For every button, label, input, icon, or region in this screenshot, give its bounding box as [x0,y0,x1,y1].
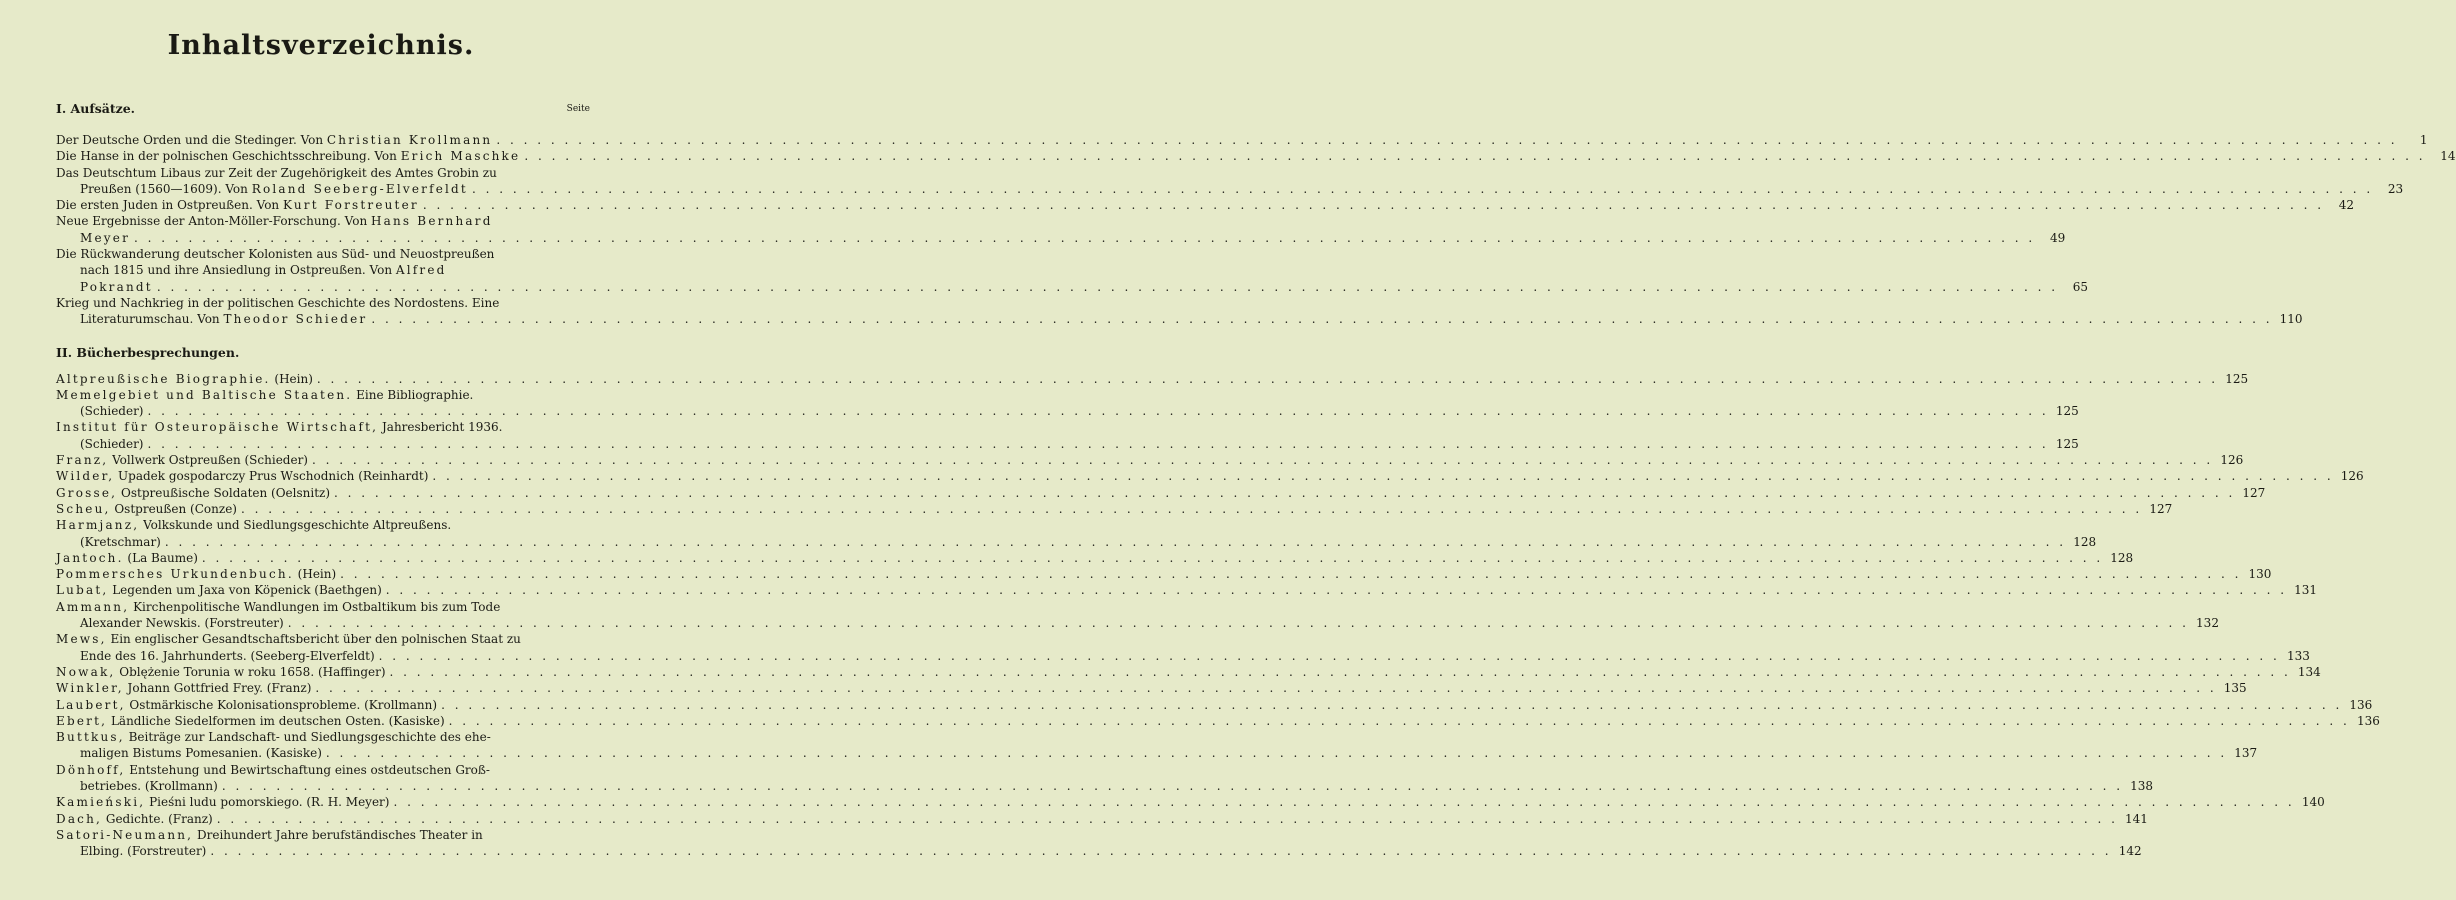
entry-title: Elbing. (Forstreuter) [80,844,207,859]
toc-entry-line [56,262,586,278]
leader-dots [423,197,2324,213]
entry-author: Ebert, [56,713,108,728]
entry-title: Die Hanse in der polnischen Geschichtsschreibung. Von [56,149,401,164]
page-number: 126 [2220,453,2244,468]
toc-entry-line [56,615,2219,631]
toc-entry [56,762,2154,795]
page-number: 127 [2149,501,2173,516]
toc-entry-line [56,371,2249,387]
toc-entry [56,419,2079,452]
leader-dots [340,566,2241,582]
toc-entry-line [56,827,586,843]
toc-entry-line [56,811,2148,827]
section-heading-label: I. Aufsätze. [56,101,136,116]
page-number: 135 [2223,681,2247,696]
entry-title: Das Deutschtum Libaus zur Zeit der Zugehörigkeit des Amtes Grobin zu [56,165,497,180]
entry-title: Gedichte. (Franz) [102,811,213,826]
toc-entry [56,485,2266,501]
toc-entry-line [56,148,2456,164]
toc-entry-line [56,697,2373,713]
entry-title: Der Deutsche Orden und die Stedinger. Von [56,133,327,147]
page-number: 128 [2110,550,2134,565]
entry-text [56,452,308,468]
toc-entry-line [56,246,586,262]
entry-title: Johann Gottfried Frey. (Franz) [123,681,312,696]
entry-title: (Schieder) [80,404,144,419]
entry-title: Eine Bibliographie. [352,387,474,402]
toc-entry-line [56,566,2272,582]
page-number: 110 [2279,312,2303,327]
entry-title: Entstehung und Bewirtschaftung eines ostdeutschen Groß- [125,762,490,777]
page-number: 127 [2242,485,2266,500]
entry-title: Jahresbericht 1936. [378,420,503,435]
entry-text [56,827,483,843]
toc-entry-line [56,664,2321,680]
toc-entry-line [56,794,2325,810]
entry-text [80,615,284,631]
entry-text [56,295,499,311]
page-number: 136 [2349,697,2373,712]
entry-text [56,501,237,517]
entry-text [80,778,218,794]
page-number: 136 [2356,713,2380,728]
entry-title: Legenden um Jaxa von Köpenick (Baethgen) [108,583,382,598]
entry-text [56,811,213,827]
page-number: 23 [2387,181,2404,196]
toc-entries-buecherbesprechungen [56,371,2380,860]
page-number: 49 [2049,230,2066,245]
entry-title: (Hein) [293,567,337,582]
entry-text [56,582,382,598]
toc-entry-line [56,436,2079,452]
page-number: 133 [2286,648,2310,663]
page-number: 137 [2234,746,2258,761]
leader-dots [472,181,2373,197]
leader-dots [134,230,2035,246]
leader-dots [334,485,2235,501]
toc-entry [56,501,2173,517]
page-number: 65 [2072,279,2089,294]
leader-dots [371,311,2272,327]
toc-entry-line [56,295,586,311]
leader-dots [496,132,2397,148]
entry-author: Dach, [56,811,103,826]
toc-entry-line [56,631,586,647]
leader-dots [165,534,2066,550]
entry-author: Theodor Schieder [223,312,368,327]
leader-dots [157,279,2058,295]
toc-entry [56,132,2428,148]
toc-entry [56,697,2373,713]
entry-author: Pommersches Urkundenbuch. [56,567,294,582]
entry-author: Alfred [395,263,447,278]
entry-title: Vollwerk Ostpreußen (Schieder) [108,453,308,468]
entry-title: Beiträge zur Landschaft- und Siedlungsgeschichte des ehe- [124,730,491,745]
page-number: 141 [2125,811,2148,826]
entry-text [56,664,386,680]
toc-entry [56,794,2325,810]
entry-title: Literaturumschau. Von [80,312,224,327]
leader-dots [312,452,2213,468]
entry-title: (Schieder) [80,436,144,451]
entry-text [56,713,445,729]
leader-dots [202,550,2103,566]
toc-entry [56,148,2456,164]
toc-entry-line [56,468,2364,484]
entry-title: Die ersten Juden in Ostpreußen. Von [56,198,283,213]
entry-author: Satori-Neumann, [56,827,194,842]
leader-dots [441,697,2342,713]
entry-title: Die Rückwanderung deutscher Kolonisten aus Süd- und Neuostpreußen [56,247,495,262]
entry-title: Upadek gospodarczy Prus Wschodnich (Reinhardt) [114,469,429,484]
entry-text [56,566,336,582]
entry-title: Pieśni ludu pomorskiego. (R. H. Meyer) [145,795,390,810]
entry-text [56,387,473,403]
leader-dots [288,615,2189,631]
page-number: 42 [2338,198,2355,213]
entry-text [56,371,313,387]
toc-entry [56,680,2247,696]
entry-author: Winkler, [56,681,124,696]
entry-author: Memelgebiet und Baltische Staaten. [56,387,353,402]
entry-title: Ostmärkische Kolonisationsprobleme. (Krollmann) [125,697,438,712]
leader-dots [432,468,2333,484]
toc-entry-line [56,762,586,778]
entry-author: Dönhoff, [56,762,126,777]
entry-title: Ostpreußen (Conze) [110,501,237,516]
toc-entry-line [56,419,586,435]
toc-entry [56,468,2364,484]
toc-entry-line [56,387,586,403]
toc-entry [56,599,2219,632]
toc-entry-line [56,517,586,533]
entry-author: Kamieński, [56,795,146,810]
entry-author: Lubat, [56,583,109,598]
leader-dots [449,713,2350,729]
page-column-label: Seite [566,104,590,114]
toc-entry [56,213,2066,246]
entry-title: maligen Bistums Pomesanien. (Kasiske) [80,746,322,761]
page-number: 130 [2248,567,2272,582]
toc-entry [56,550,2134,566]
entry-text [80,181,468,197]
entry-text [80,648,375,664]
entry-title: Preußen (1560—1609). Von [80,181,252,196]
leader-dots [390,664,2291,680]
entry-author: Meyer [80,230,131,245]
entry-author: Jantoch. [56,550,124,565]
entry-title: nach 1815 und ihre Ansiedlung in Ostpreußen. Von [80,263,396,278]
page-number: 128 [2073,534,2097,549]
entry-text [56,213,493,229]
entry-title: Ende des 16. Jahrhunderts. (Seeberg-Elverfeldt) [80,648,375,663]
toc-entry-line [56,843,2142,859]
entry-title: Ostpreußische Soldaten (Oelsnitz) [117,485,331,500]
toc-entry-line [56,230,2066,246]
entry-title: betriebes. (Krollmann) [80,778,218,793]
entry-title: Krieg und Nachkrieg in der politischen Geschichte des Nordostens. Eine [56,295,500,310]
page-number: 132 [2196,616,2219,631]
entry-title: Oblężenie Torunia w roku 1658. (Haffinger) [115,664,386,679]
toc-entry-line [56,311,2303,327]
section-heading-label: II. Bücherbesprechungen. [56,344,240,360]
page-number: 125 [2055,404,2079,419]
entry-title: (La Baume) [123,550,198,565]
entry-author: Franz, [56,453,109,468]
toc-entry [56,387,2079,420]
entry-text [80,843,206,859]
page-number: 142 [2118,844,2142,859]
entry-text [80,534,161,550]
entry-author: Mews, [56,632,107,647]
entry-title: (Kretschmar) [80,534,161,549]
entry-title: Neue Ergebnisse der Anton-Möller-Forschung. Von [56,214,371,229]
entry-title: Ländliche Siedelformen im deutschen Osten. (Kasiske) [107,713,445,728]
page-number: 138 [2130,778,2154,793]
leader-dots [315,680,2216,696]
toc-entry [56,713,2380,729]
entry-text [56,165,497,181]
page-number: 14 [2440,149,2456,164]
leader-dots [379,648,2280,664]
entry-text [56,419,502,435]
page-number: 125 [2225,371,2249,386]
entry-author: Laubert, [56,697,126,712]
leader-dots [241,501,2142,517]
entry-text [80,279,153,295]
leader-dots [210,843,2111,859]
entry-text [80,230,130,246]
entry-text [56,485,330,501]
leader-dots [217,811,2118,827]
entry-author: Hans Bernhard [370,214,493,229]
entry-author: Pokrandt [80,279,153,294]
toc-entry-line [56,165,586,181]
entry-author: Buttkus, [56,730,125,745]
toc-entry [56,371,2249,387]
toc-entry-line [56,181,2404,197]
toc-entry-line [56,648,2310,664]
toc-entry-line [56,501,2173,517]
entry-text [56,599,500,615]
toc-entry [56,517,2097,550]
toc-entries-aufsaetze [56,132,2456,328]
page-number: 140 [2301,795,2325,810]
entry-author: Institut für Osteuropäische Wirtschaft, [56,420,379,435]
entry-text [56,517,451,533]
entry-author: Grosse, [56,485,118,500]
toc-entry [56,452,2244,468]
toc-entry [56,246,2089,295]
entry-author: Altpreußische Biographie. [56,371,271,386]
toc-entry [56,827,2142,860]
entry-author: Harmjanz, [56,518,140,533]
leader-dots [222,778,2123,794]
toc-entry [56,729,2258,762]
entry-title: Alexander Newskis. (Forstreuter) [80,616,284,631]
entry-author: Ammann, [56,599,130,614]
toc-entry-line [56,599,586,615]
entry-text [56,468,428,484]
toc-entry-line [56,132,2428,148]
toc-entry-line [56,534,2097,550]
entry-text [56,148,520,164]
toc-entry [56,582,2318,598]
page-number: 1 [2419,133,2428,147]
toc-entry-line [56,452,2244,468]
page-number: 131 [2294,583,2318,598]
entry-text [56,246,494,262]
entry-author: Scheu, [56,501,111,516]
page-number: 125 [2055,436,2079,451]
leader-dots [326,745,2227,761]
toc-entry [56,197,2355,213]
toc-entry-line [56,213,586,229]
entry-author: Christian Krollmann [326,133,493,147]
entry-text [56,132,492,148]
entry-text [56,631,521,647]
entry-author: Nowak, [56,664,116,679]
entry-title: Ein englischer Gesandtschaftsbericht über den polnischen Staat zu [106,632,521,647]
entry-text [80,262,447,278]
toc-entry-line [56,729,586,745]
section-heading-buecherbesprechungen [56,344,586,362]
toc-entry-line [56,403,2079,419]
leader-dots [524,148,2425,164]
toc-entry [56,631,2310,664]
leader-dots [148,403,2049,419]
page-title: Inhaltsverzeichnis. [167,30,475,61]
entry-title: Dreihundert Jahre berufständisches Theater in [193,827,483,842]
entry-author: Erich Maschke [400,149,521,164]
toc-entry [56,566,2272,582]
section-heading-aufsaetze [56,100,590,118]
toc-entry-line [56,680,2247,696]
toc-entry-line [56,745,2258,761]
entry-title: Kirchenpolitische Wandlungen im Ostbaltikum bis zum Tode [129,599,501,614]
page-number: 134 [2297,664,2321,679]
entry-title: (Hein) [270,371,313,386]
entry-text [80,436,144,452]
leader-dots [317,371,2218,387]
entry-author: Wilder, [56,469,115,484]
entry-text [56,680,311,696]
page-number: 126 [2340,469,2364,484]
toc-entry-line [56,279,2089,295]
toc-entry [56,664,2321,680]
entry-text [80,403,144,419]
entry-author: Roland Seeberg-Elverfeldt [251,181,468,196]
toc-entry [56,165,2404,198]
toc-entry-line [56,713,2380,729]
entry-title: Volkskunde und Siedlungsgeschichte Altpreußens. [139,518,452,533]
toc-entry-line [56,778,2154,794]
entry-author: Kurt Forstreuter [282,198,419,213]
toc-entry-line [56,197,2355,213]
entry-text [56,794,389,810]
leader-dots [386,582,2287,598]
entry-text [56,697,437,713]
toc-entry-line [56,582,2318,598]
entry-text [80,311,367,327]
leader-dots [148,436,2049,452]
toc-entry-line [56,550,2134,566]
entry-text [56,550,198,566]
toc-entry-line [56,485,2266,501]
leader-dots [393,794,2294,810]
entry-text [56,729,491,745]
entry-text [56,197,419,213]
toc-entry [56,811,2148,827]
entry-text [80,745,322,761]
entry-text [56,762,490,778]
toc-entry [56,295,2303,328]
